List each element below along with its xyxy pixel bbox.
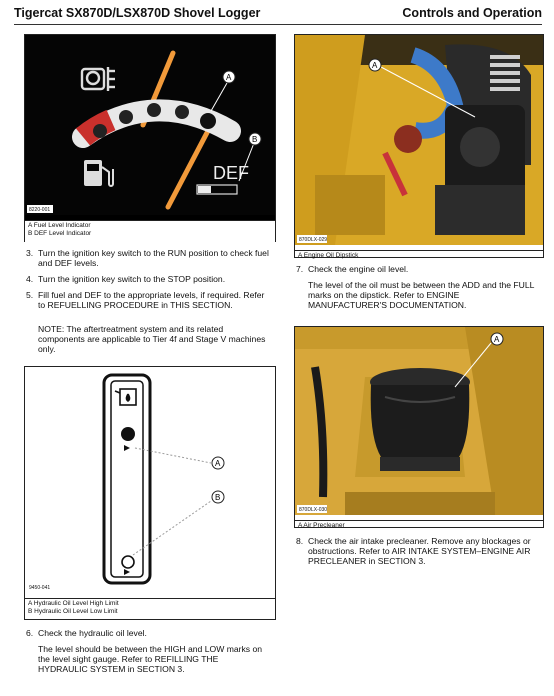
air-precleaner-figure bbox=[294, 326, 544, 528]
document-title: Tigercat SX870D/LSX870D Shovel Logger bbox=[14, 6, 261, 20]
figure-id: 870DLX-029 bbox=[299, 237, 328, 243]
step-5 bbox=[26, 290, 272, 322]
callout-b: B bbox=[252, 135, 258, 144]
fuel-segment-3 bbox=[147, 103, 161, 117]
step-text: Check the hydraulic oil level. bbox=[38, 628, 147, 638]
step-number: 7. bbox=[296, 264, 304, 274]
step-number: 8. bbox=[296, 536, 304, 546]
step-number: 3. bbox=[26, 248, 34, 258]
step-8 bbox=[296, 536, 542, 580]
gauge-panel-illustration bbox=[25, 35, 275, 215]
callout-a: A bbox=[372, 61, 378, 70]
note: NOTE: The aftertreatment system and its related components are applicable to Tier 4f and Stage V machines only. bbox=[38, 324, 266, 354]
callout-a: A bbox=[494, 335, 500, 344]
figure-caption: A Air Precleaner bbox=[295, 520, 543, 531]
fuel-segment-2 bbox=[119, 110, 133, 124]
figure-id: 9450-041 bbox=[29, 585, 51, 591]
sight-gauge-illustration bbox=[25, 367, 275, 593]
figure-caption bbox=[25, 220, 275, 247]
step-6-detail: The level should be between the HIGH and LOW marks on the level sight gauge. Refer to REFILLING THE HYDRAULIC SYSTEM in SECTION 3. bbox=[38, 644, 263, 674]
def-level-fill bbox=[198, 186, 211, 193]
high-level-indicator-dot bbox=[121, 427, 135, 441]
step-6 bbox=[26, 628, 272, 640]
step-text: Check the engine oil level. bbox=[308, 264, 409, 274]
step-number: 5. bbox=[26, 290, 34, 300]
step-text: Turn the ignition key switch to the RUN position to check fuel and DEF levels. bbox=[38, 248, 269, 268]
oil-filter bbox=[394, 125, 422, 153]
hydraulic-sight-gauge-figure bbox=[24, 366, 276, 620]
header-rule bbox=[14, 24, 542, 25]
section-title: Controls and Operation bbox=[402, 6, 542, 20]
caption-line-b: B Hydraulic Oil Level Low Limit bbox=[28, 608, 118, 615]
callout-a: A bbox=[226, 73, 232, 82]
step-3 bbox=[26, 248, 272, 270]
step-7 bbox=[296, 264, 542, 276]
step-text: Fill fuel and DEF to the appropriate levels, if required. Refer to REFUELLING PROCEDURE in THIS SECTION. bbox=[38, 290, 265, 310]
caption-line-b: B DEF Level Indicator bbox=[28, 230, 92, 237]
fuel-segment-5 bbox=[200, 113, 216, 129]
step-text: Turn the ignition key switch to the STOP position. bbox=[38, 274, 226, 284]
fuel-segment-1 bbox=[93, 124, 107, 138]
precleaner-photo bbox=[295, 327, 543, 515]
figure-caption: A Engine Oil Dipstick bbox=[295, 250, 543, 261]
step-4 bbox=[26, 274, 272, 286]
callout-b: B bbox=[215, 493, 221, 502]
figure-id: 8220-001 bbox=[29, 207, 51, 213]
caption-line-a: A Hydraulic Oil Level High Limit bbox=[28, 600, 119, 607]
fuel-segment-4 bbox=[175, 105, 189, 119]
air-precleaner-body bbox=[371, 385, 470, 457]
engine-photo bbox=[295, 35, 543, 245]
low-level-indicator-dot bbox=[122, 556, 134, 568]
step-text: Check the air intake precleaner. Remove any blockages or obstructions. Refer to AIR INTAKE SYSTEM–ENGINE AIR PRECLEANER in SECTION 3. bbox=[308, 536, 531, 566]
callout-a: A bbox=[215, 459, 221, 468]
figure-caption bbox=[25, 598, 275, 625]
caption-line-a: A Fuel Level Indicator bbox=[28, 222, 91, 229]
step-7-detail: The level of the oil must be between the ADD and the FULL marks on the dipstick. Refer to ENGINE MANUFACTURER'S DOCUMENTATION. bbox=[308, 280, 535, 310]
step-number: 4. bbox=[26, 274, 34, 284]
step-number: 6. bbox=[26, 628, 34, 638]
figure-id: 870DLX-030 bbox=[299, 507, 328, 513]
def-label: DEF bbox=[213, 163, 249, 183]
engine-oil-dipstick-figure bbox=[294, 34, 544, 258]
fuel-def-gauge-figure bbox=[24, 34, 276, 242]
